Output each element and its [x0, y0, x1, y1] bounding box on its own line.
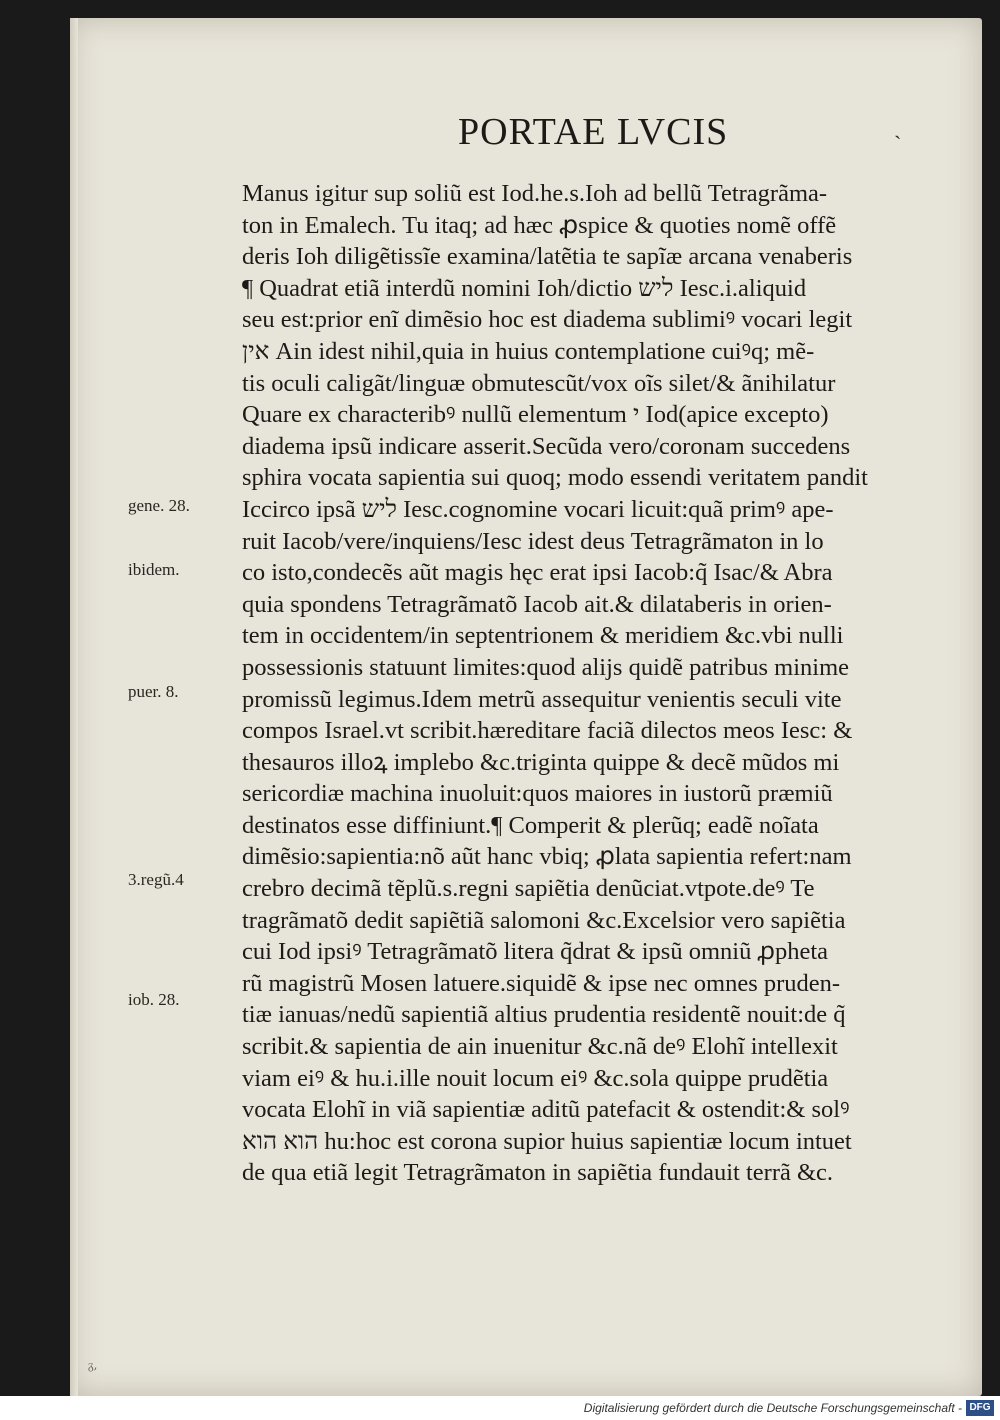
body-text: [242, 178, 947, 1189]
text-line: de qua etiã legit Tetragrãmaton in sapiẽtia fundauit terrã &c.: [242, 1159, 834, 1187]
dfg-logo: DFG: [966, 1400, 994, 1416]
book-page: [70, 18, 982, 1396]
text-line: vocata Elohĩ in viã sapientiæ aditũ patefacit & ostendit:& solꝰ: [242, 1096, 850, 1124]
text-line: אין Ain idest nihil,quia in huius contemplatione cuiꝰq; mẽ-: [242, 337, 815, 365]
text-line: co isto,condecẽs aũt magis hęc erat ipsi Iacob:q̃ Isac/& Abra: [242, 559, 833, 587]
text-line: tis oculi caligãt/linguæ obmutescũt/vox oĩs silet/& ãnihilatur: [242, 369, 836, 397]
text-line: ton in Emalech. Tu itaq; ad hæc ꝓspice & quoties nomẽ offẽ: [242, 211, 837, 239]
text-line: ¶ Quadrat etiã interdũ nomini Ioh/dictio ליש Iesc.i.aliquid: [242, 274, 807, 302]
text-line: tiæ ianuas/nedũ sapientiã altius prudentia residentẽ nouit:de q̃: [242, 1001, 846, 1029]
text-line: Iccirco ipsã ליש Iesc.cognomine vocari licuit:quã primꝰ ape-: [242, 495, 834, 523]
text-line: ruit Iacob/vere/inquiens/Iesc idest deus Tetragrãmaton in lo: [242, 527, 824, 555]
text-line: possessionis statuunt limites:quod alijs quidẽ patribus minime: [242, 653, 850, 681]
text-line: promissũ legimus.Idem metrũ assequitur venientis seculi vite: [242, 685, 842, 713]
margin-note: 3.regũ.4: [128, 870, 184, 889]
text-line: הוא הוא hu:hoc est corona supior huius sapientiæ locum intuet: [242, 1127, 852, 1155]
text-line: sphira vocata sapientia sui quoq; modo essendi veritatem pandit: [242, 464, 868, 492]
text-line: rũ magistrũ Mosen latuere.siquidẽ & ipse nec omnes pruden-: [242, 969, 841, 997]
text-line: Quare ex characteribꝰ nullũ elementum י Iod(apice excepto): [242, 401, 829, 429]
margin-note: iob. 28.: [128, 990, 180, 1009]
text-line: diadema ipsũ indicare asserit.Secũda vero/coronam succedens: [242, 432, 851, 460]
corner-mark: ᵹ,: [88, 1358, 98, 1372]
text-line: deris Ioh diligẽtissĩe examina/latẽtia te sapĩæ arcana venaberis: [242, 243, 853, 271]
text-line: Manus igitur sup soliũ est Iod.he.s.Ioh ad bellũ Tetragrãma-: [242, 180, 828, 207]
text-line: thesauros illoꝝ implebo &c.triginta quippe & decẽ mũdos mi: [242, 748, 840, 776]
text-line: destinatos esse diffiniunt.¶ Comperit & plerũq; eadẽ noĩata: [242, 811, 819, 839]
margin-note: puer. 8.: [128, 682, 179, 701]
text-line: crebro decimã tẽplũ.s.regni sapiẽtia denũciat.vtpote.deꝰ Te: [242, 875, 815, 903]
margin-note: gene. 28.: [128, 496, 190, 515]
text-line: compos Israel.vt scribit.hæreditare faciã dilectos meos Iesc: &: [242, 717, 853, 745]
funding-notice: Digitalisierung gefördert durch die Deutsche Forschungsgemeinschaft -: [583, 1401, 962, 1415]
text-line: cui Iod ipsiꝰ Tetragrãmatõ litera q̃drat & ipsũ omniũ ꝓpheta: [242, 938, 828, 966]
footer-bar: [0, 1396, 1000, 1420]
margin-note: ibidem.: [128, 560, 180, 579]
text-line: seu est:prior enĩ dimẽsio hoc est diadema sublimiꝰ vocari legit: [242, 306, 853, 334]
text-line: dimẽsio:sapientia:nõ aũt hanc vbiq; ꝓlata sapientia refert:nam: [242, 843, 852, 871]
header-mark: ˎ: [894, 115, 902, 140]
running-header: PORTAE LVCIS: [458, 111, 729, 153]
text-line: quia spondens Tetragrãmatõ Iacob ait.& dilataberis in orien-: [242, 590, 832, 618]
text-line: sericordiæ machina inuoluit:quos maiores in iustorũ præmiũ: [242, 780, 833, 808]
text-line: tragrãmatõ dedit sapiẽtiã salomoni &c.Excelsior vero sapiẽtia: [242, 906, 846, 934]
page-edge: [70, 18, 78, 1396]
text-line: viam eiꝰ & hu.i.ille nouit locum eiꝰ &c.sola quippe prudẽtia: [242, 1064, 829, 1092]
text-line: tem in occidentem/in septentrionem & meridiem &c.vbi nulli: [242, 622, 844, 650]
text-line: scribit.& sapientia de ain inuenitur &c.nã deꝰ Elohĩ intellexit: [242, 1033, 838, 1061]
